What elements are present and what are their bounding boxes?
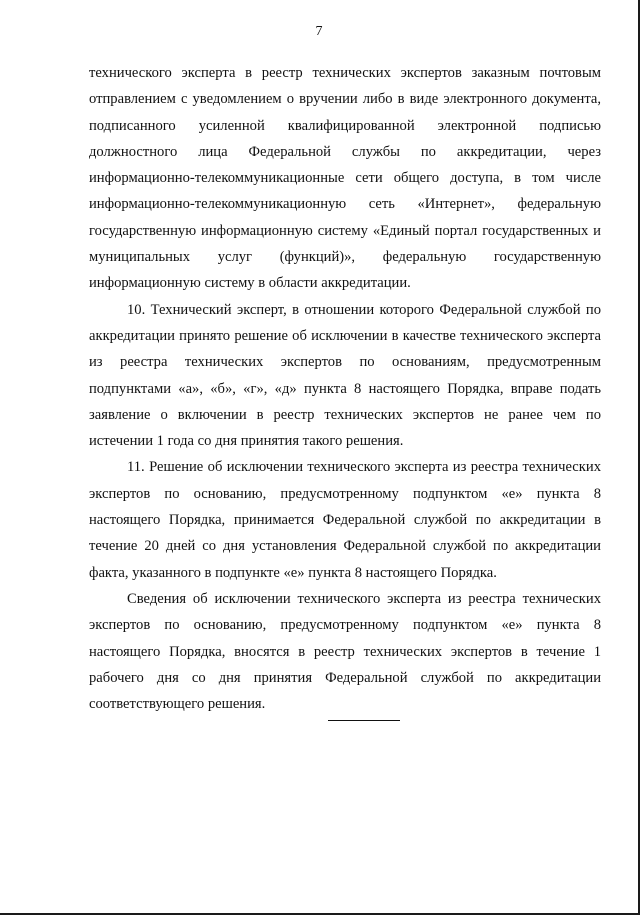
paragraph-continuation: технического эксперта в реестр технических экспертов заказным почтовым отправлением с уведомлением о вручении либо в виде электронного документа, подписанного усиленной квалифицированной электронной подписью должностного лица Федеральной службы по аккредитации, через информационно-телекоммуникационные сети общего доступа, в том числе информационно-телекоммуникационную сеть «Интернет», федеральную государственную информационную систему «Единый портал государственных и муниципальных услуг (функций)», федеральную государственную информационную систему в области аккредитации. [89,65,601,292]
paragraph-exclusion-info: Сведения об исключении технического эксперта из реестра технических экспертов по основанию, предусмотренному подпунктом «е» пункта 8 настоящего Порядка, вносятся в реестр технических экспертов в течение 1 рабочего дня со дня принятия Федеральной службой по аккредитации соответствующего решения. [89,590,601,713]
page-number: 7 [315,24,323,39]
paragraph-item-11: 11. Решение об исключении технического эксперта из реестра технических экспертов по основанию, предусмотренному подпунктом «е» пункта 8 настоящего Порядка, принимается Федеральной службой по аккредитации в течение 20 дней со дня установления Федеральной службой по аккредитации факта, указанного в подпункте «е» пункта 8 настоящего Порядка. [89,459,601,581]
end-separator-line [328,720,400,721]
document-body [89,60,601,717]
paragraph-item-10: 10. Технический эксперт, в отношении которого Федеральной службой по аккредитации принято решение об исключении в качестве технического эксперта из реестра технических экспертов по основаниям, предусмотренным подпунктами «а», «б», «г», «д» пункта 8 настоящего Порядка, вправе подать заявление о включении в реестр технических экспертов не ранее чем по истечении 1 года со дня принятия такого решения. [89,301,601,450]
